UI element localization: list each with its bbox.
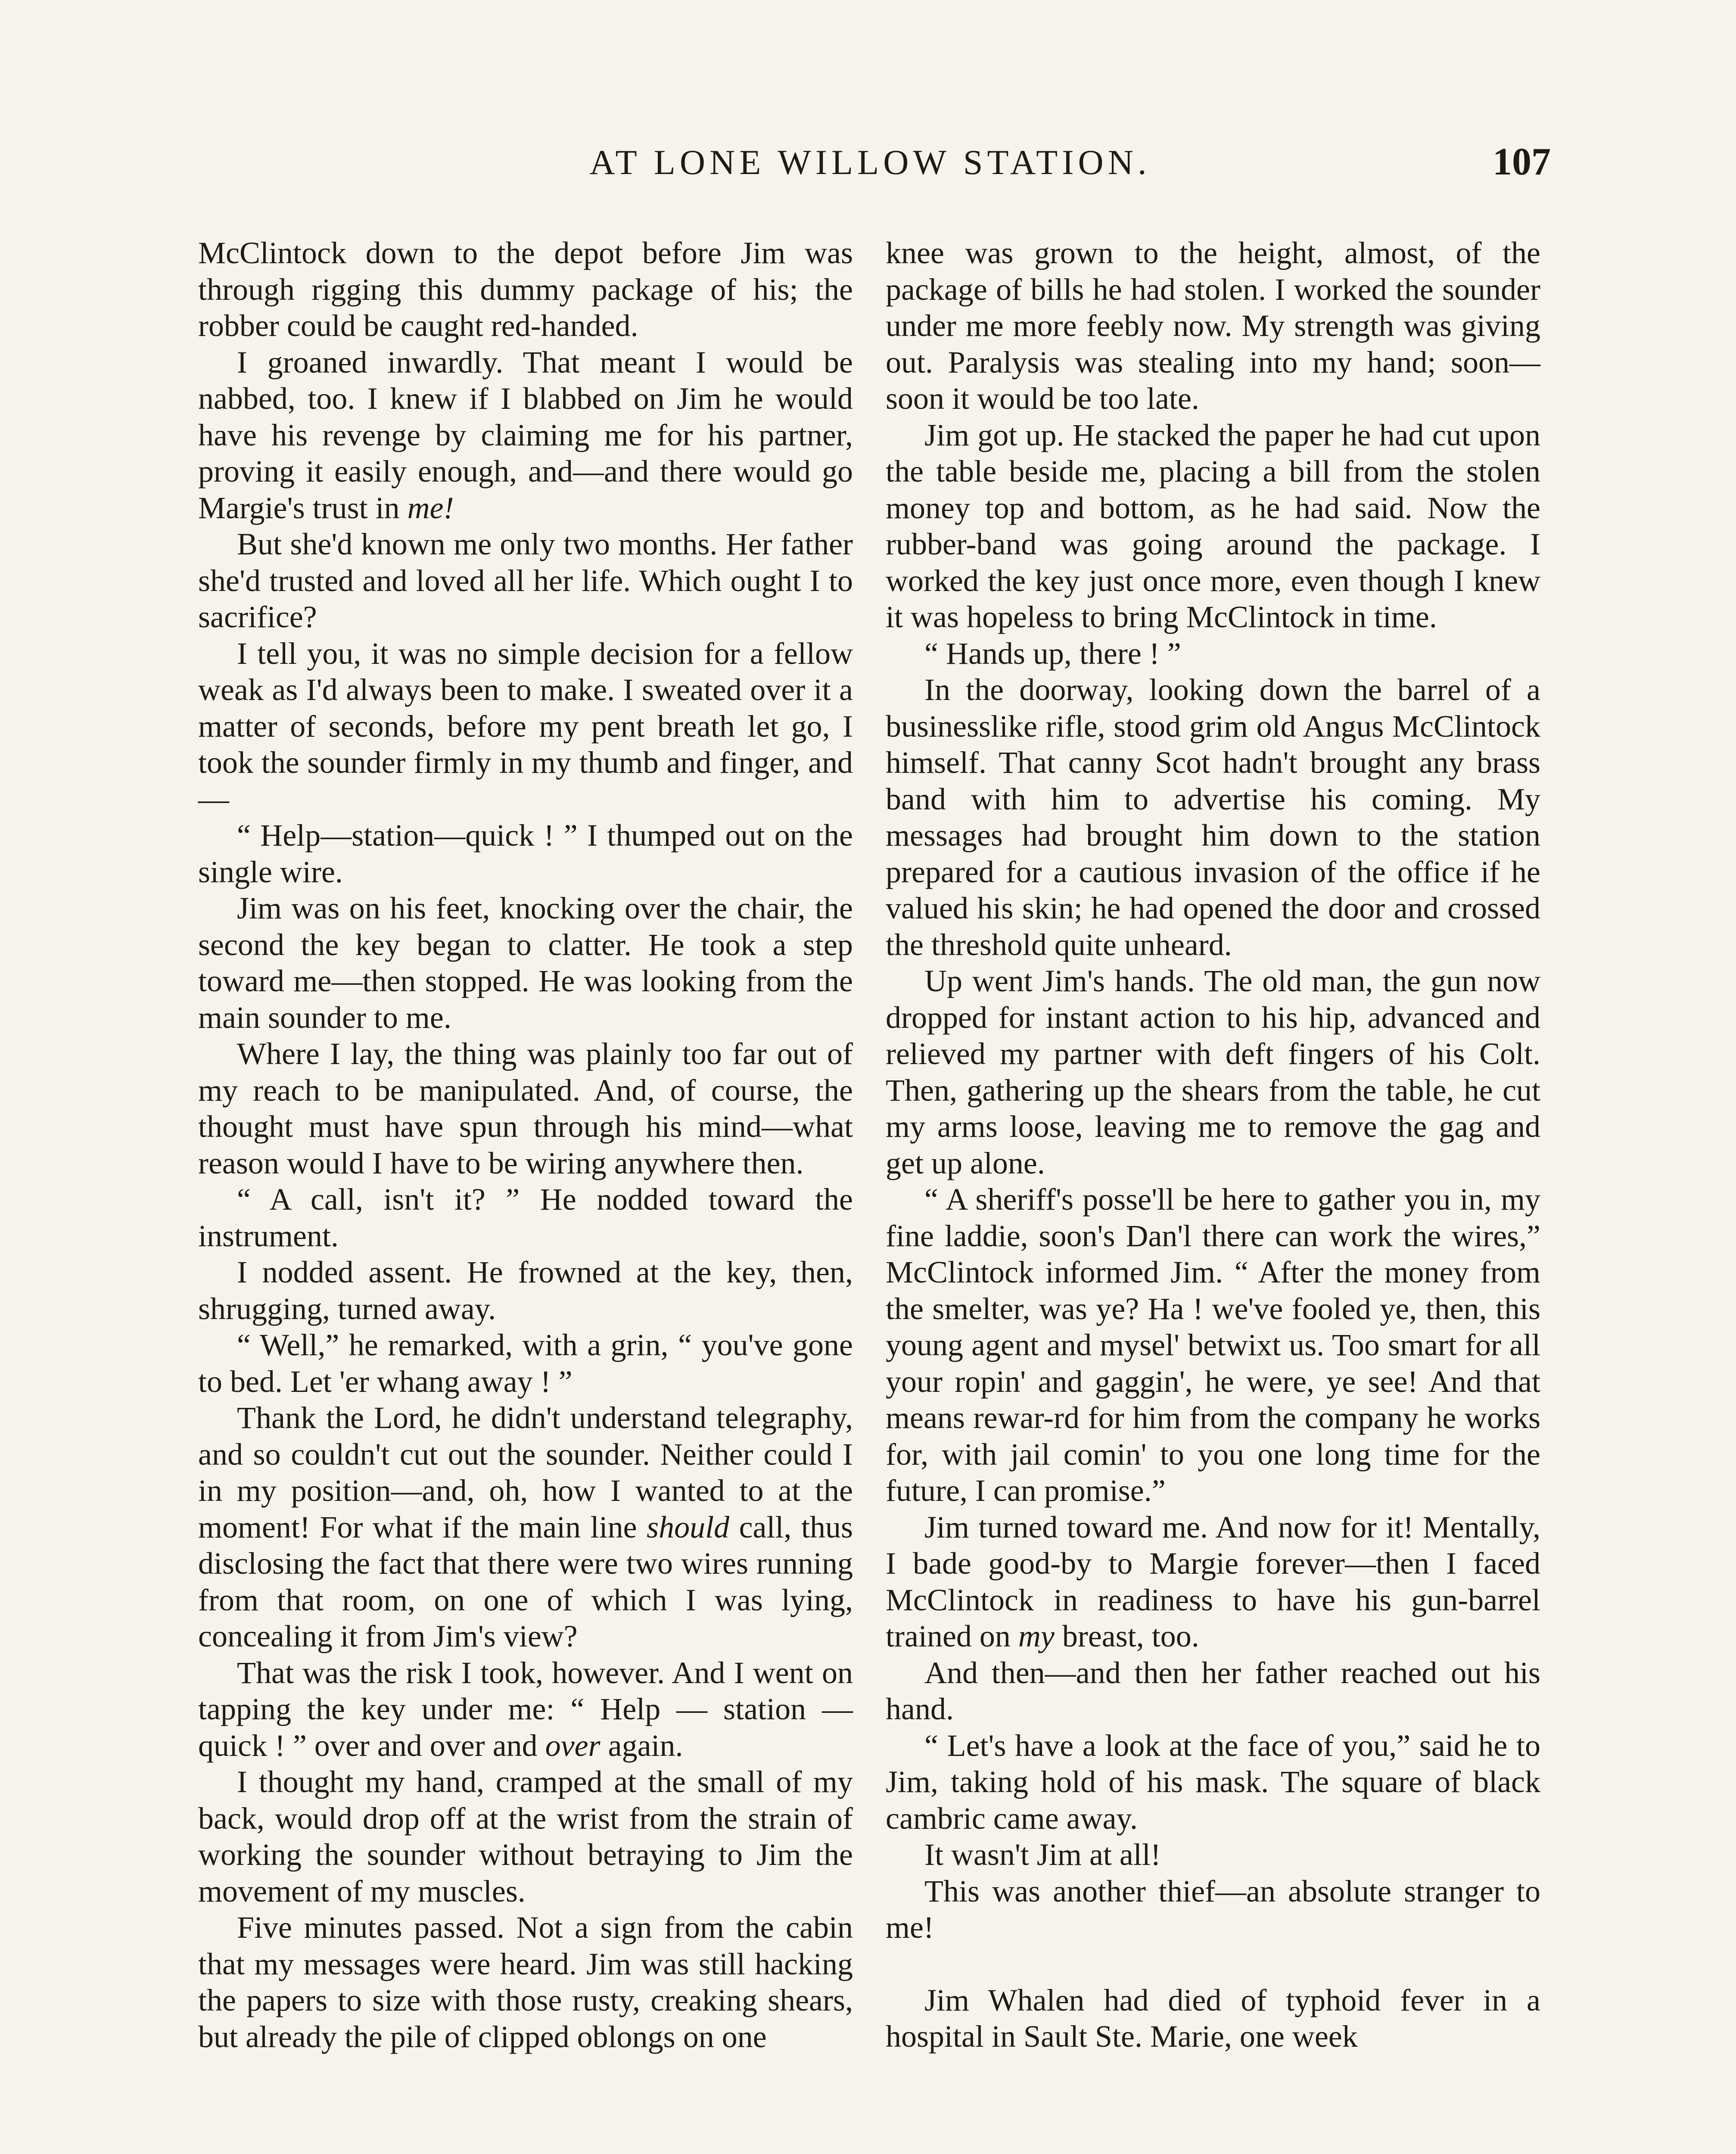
paragraph: I nodded assent. He frowned at the key, then, shrugging, turned away. (198, 1255, 853, 1326)
paragraph: That was the risk I took, however. And I went on tapping the key under me: “ Help — station — quick ! ” over and over and over again. (198, 1655, 853, 1763)
paragraph: Where I lay, the thing was plainly too far out of my reach to be manipulated. And, of course, the thought must have spun through his mind—what reason would I have to be wiring anywhere then. (198, 1037, 853, 1180)
paragraph: knee was grown to the height, almost, of the package of bills he had stolen. I worked the sounder under me more feebly now. My strength was giving out. Paralysis was stealing into my hand; soon—soon it would be too late. (886, 236, 1540, 416)
paragraph: In the doorway, looking down the barrel of a businesslike rifle, stood grim old Angus McClintock himself. That canny Scot hadn't brought any brass band with him to advertise his coming. My messages had brought him down to the station prepared for a cautious invasion of the office if he valued his skin; he had opened the door and crossed the threshold quite unheard. (886, 672, 1540, 962)
paragraph: Thank the Lord, he didn't understand telegraphy, and so couldn't cut out the sounder. Neither could I in my position—and, oh, how I wanted to at the moment! For what if the main line should call, thus disclosing the fact that there were two wires running from that room, on one of which I was lying, concealing it from Jim's view? (198, 1401, 853, 1653)
right-column (886, 235, 1540, 2055)
paragraph: I groaned inwardly. That meant I would be nabbed, too. I knew if I blabbed on Jim he would have his revenge by claiming me for his partner, proving it easily enough, and—and there would go Margie's trust in me! (198, 345, 853, 525)
paragraph: McClintock down to the depot before Jim was through rigging this dummy package of his; the robber could be caught red-handed. (198, 236, 853, 343)
paragraph: Five minutes passed. Not a sign from the cabin that my messages were heard. Jim was still hacking the papers to size with those rusty, creaking shears, but already the pile of clipped oblongs on one (198, 1910, 853, 2054)
left-column (198, 235, 853, 2055)
paragraph: It wasn't Jim at all! (924, 1837, 1161, 1872)
paragraph: “ A call, isn't it? ” He nodded toward the instrument. (198, 1182, 853, 1253)
paragraph: Jim turned toward me. And now for it! Mentally, I bade good-by to Margie forever—then I faced McClintock in readiness to have his gun-barrel trained on my breast, too. (886, 1510, 1540, 1653)
paragraph: I thought my hand, cramped at the small of my back, would drop off at the wrist from the strain of working the sounder without betraying to Jim the movement of my muscles. (198, 1765, 853, 1908)
paragraph: And then—and then her father reached out his hand. (886, 1655, 1540, 1726)
page-header (190, 142, 1551, 220)
paragraph: “ Well,” he remarked, with a grin, “ you've gone to bed. Let 'er whang away ! ” (198, 1328, 853, 1399)
paragraph: “ Help—station—quick ! ” I thumped out on the single wire. (198, 818, 853, 889)
page-number: 107 (1493, 140, 1551, 183)
paragraph: Up went Jim's hands. The old man, the gun now dropped for instant action to his hip, advanced and relieved my partner with deft fingers of his Colt. Then, gathering up the shears from the table, he cut my arms loose, leaving me to remove the gag and get up alone. (886, 964, 1540, 1180)
paragraph: “ Let's have a look at the face of you,” said he to Jim, taking hold of his mask. The square of black cambric came away. (886, 1728, 1540, 1836)
paragraph: “ Hands up, there ! ” (924, 636, 1181, 671)
paragraph: Jim got up. He stacked the paper he had cut upon the table beside me, placing a bill from the stolen money top and bottom, as he had said. Now the rubber-band was going around the package. I worked the key just once more, even though I knew it was hopeless to bring McClintock in time. (886, 417, 1540, 634)
paragraph: I tell you, it was no simple decision for a fellow weak as I'd always been to make. I sweated over it a matter of seconds, before my pent breath let go, I took the sounder firmly in my thumb and finger, and— (198, 636, 853, 816)
running-head: AT LONE WILLOW STATION. (589, 143, 1151, 182)
paragraph: But she'd known me only two months. Her father she'd trusted and loved all her life. Which ought I to sacrifice? (198, 527, 853, 634)
paragraph: Jim was on his feet, knocking over the chair, the second the key began to clatter. He took a step toward me—then stopped. He was looking from the main sounder to me. (198, 891, 853, 1035)
paragraph: Jim Whalen had died of typhoid fever in a hospital in Sault Ste. Marie, one week (886, 1983, 1540, 2054)
paragraph: This was another thief—an absolute stranger to me! (886, 1874, 1540, 1945)
paragraph: “ A sheriff's posse'll be here to gather you in, my fine laddie, soon's Dan'l there can work the wires,” McClintock informed Jim. “ After the money from the smelter, was ye? Ha ! we've fooled ye, then, this young agent and mysel' betwixt us. Too smart for all your ropin' and gaggin', he were, ye see! And that means rewar-rd for him from the company he works for, with jail comin' to you one long time for the future, I can promise.” (886, 1182, 1540, 1508)
